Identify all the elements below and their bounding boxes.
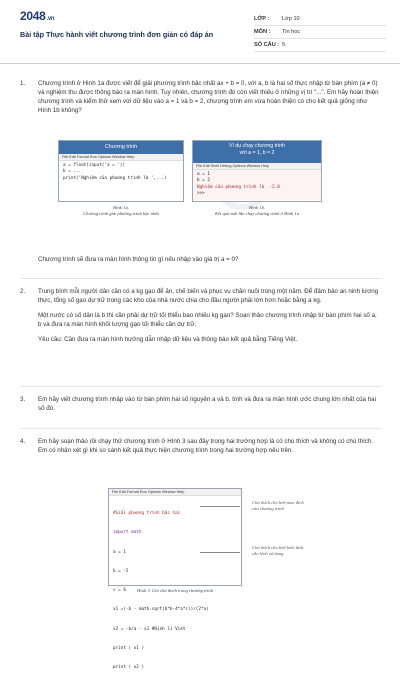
question-text: Chương trình sẽ đưa ra màn hình thông tin gì nếu nhập vào giá trị a = 0? (38, 256, 239, 263)
window-run-example (192, 140, 322, 202)
annotation-line: cần lệnh sử dụng (252, 550, 284, 556)
menu-bar: File Edit Format Run Options Window Help (59, 154, 183, 161)
caption-1b (192, 205, 322, 217)
question-1-follow-up (20, 256, 382, 270)
question-text: Em hãy viết chương trình nhập vào từ bàn phím hai số nguyên a và b, tính và đưa ra màn hình ước chung lớn nhất của hai số đó. (38, 396, 376, 412)
annotation-line: Chú thích cho biết mục đích (252, 500, 304, 505)
meta-label: LỚP : (254, 15, 270, 22)
menu-bar: File Edit Shell Debug Options Window Help (193, 163, 321, 170)
code-line: b = ... (63, 169, 82, 175)
meta-value: Tin học (282, 28, 301, 35)
question-3 (20, 396, 382, 419)
code-line: a = 1 (197, 172, 210, 177)
title-line: Ví dụ chạy chương trình (229, 143, 285, 149)
question-paragraph: Yêu cầu: Cần đưa ra màn hình hướng dẫn nhập dữ liệu và thông báo kết quả bằng Tiếng Việt. (38, 335, 298, 343)
logo-text: 2048 (20, 9, 46, 23)
code-line: x2 = -b/a - x1 #Định lí Viet (113, 626, 186, 632)
code-line: print('Nghiệm của phương trình là ',...) (63, 175, 167, 181)
divider (20, 428, 382, 429)
menu-bar: File Edit Format Run Options Window Help (109, 489, 241, 496)
window-title (193, 141, 321, 163)
code-line: a = float(input('a = ')) (63, 163, 126, 168)
caption-1a (58, 205, 184, 217)
annotation-pointer (200, 506, 240, 507)
title-line: với a = 1, b = 2 (239, 150, 275, 157)
caption-3: Hình 3. Ghi chú thích trong chương trình (137, 588, 213, 593)
annotation-line: Chú thích cho biết kiến thức (252, 545, 304, 550)
logo-suffix: .vn (46, 16, 55, 22)
site-logo[interactable] (20, 8, 54, 25)
question-paragraph: Một nước có số dân là b thì cần phải dự trữ tối thiểu bao nhiêu kg gạo? Soạn thảo chương trình nhập từ bàn phím hai số a, b và đưa ra màn hình khối lượng gạo tối thiểu cần dự trữ. (38, 311, 377, 328)
code-line: Nghiệm của phương trình là -2.0 (197, 184, 280, 190)
question-number: 1. (20, 80, 26, 87)
question-number: 3. (20, 396, 26, 403)
question-text: Em hãy soạn thảo rồi chạy thử chương trình ở Hình 3 sau đây trong hai trường hợp là có chú thích và không có chú thích. Em có nhận xét gì khi so sánh kết quả thực hiện chương trình trong hai trường hợp nêu trên. (38, 438, 374, 454)
code-line: c = 6 (113, 588, 126, 594)
meta-row-count (254, 39, 386, 52)
question-2 (20, 288, 382, 350)
annotation-pointer (200, 552, 240, 553)
code-block (193, 170, 321, 200)
annotation-purpose (252, 500, 342, 512)
window-title: Chương trình (59, 141, 183, 154)
code-line: print ( x1 ) (113, 646, 145, 652)
question-1 (20, 80, 382, 121)
divider (20, 278, 382, 279)
meta-label: MÔN : (254, 28, 271, 35)
page-header (0, 0, 400, 64)
annotation-knowledge (252, 545, 342, 557)
code-line: #Giải phương trình bậc hai (113, 510, 181, 516)
window-program (58, 140, 184, 202)
annotation-line: của chương trình (252, 505, 284, 511)
document-title: Bài tập Thực hành viết chương trình đơn giản có đáp án (20, 30, 214, 39)
code-line: b = -5 (113, 568, 129, 574)
question-text: Chương trình ở Hình 1a được viết để giải phương trình bậc nhất ax + b = 0, với a, b là hai số thực nhập từ bàn phím (a ≠ 0) và nghiệm thu được thông báo ra màn hình. Tuy nhiên, chương trình đó còn viết thiếu ở những vị trí "...". Em hãy hoàn thiện chương trình và kiểm thử xem với dữ liệu vào a = 1 và b = 2, chương trình em vừa hoàn thiện có cho kết quả giống như Hình 1b không? (38, 80, 379, 114)
code-line: >>> (197, 191, 205, 197)
caption-line: Hình 1b. (248, 205, 266, 210)
divider (20, 386, 382, 387)
code-line: print ( x2 ) (113, 665, 145, 671)
code-line: x1 =(-b - math.sqrt(b*b-4*a*c))/(2*a) (113, 607, 209, 613)
caption-line: Hình 1a. (112, 205, 130, 210)
document-meta (254, 13, 386, 52)
code-line: import math (113, 530, 142, 536)
meta-label: SỐ CÂU : (254, 41, 280, 48)
question-4 (20, 438, 382, 461)
question-paragraph: Trung bình mỗi người dân cần có a kg gạo để ăn, chế biến và phục vụ chăn nuôi trong một năm. Để đảm bảo an ninh lương thực, tổng số gạo dự trữ trong các kho của nhà nước chia cho đầu người phải lớn hơn hoặc bằng a kg. (38, 288, 379, 304)
meta-row-subject (254, 26, 386, 39)
question-number: 2. (20, 288, 26, 295)
code-block (59, 161, 183, 184)
code-line: a = 1 (113, 549, 126, 555)
caption-line: Kết quả một lần chạy chương trình ở Hình 1a (214, 211, 300, 217)
meta-row-class (254, 13, 386, 26)
meta-value: 5 (282, 41, 286, 48)
meta-value: Lớp 10 (282, 15, 300, 22)
code-line: b = 2 (197, 178, 210, 184)
caption-line: Chương trình giải phương trình bậc nhất (83, 211, 159, 217)
question-number: 4. (20, 438, 26, 445)
